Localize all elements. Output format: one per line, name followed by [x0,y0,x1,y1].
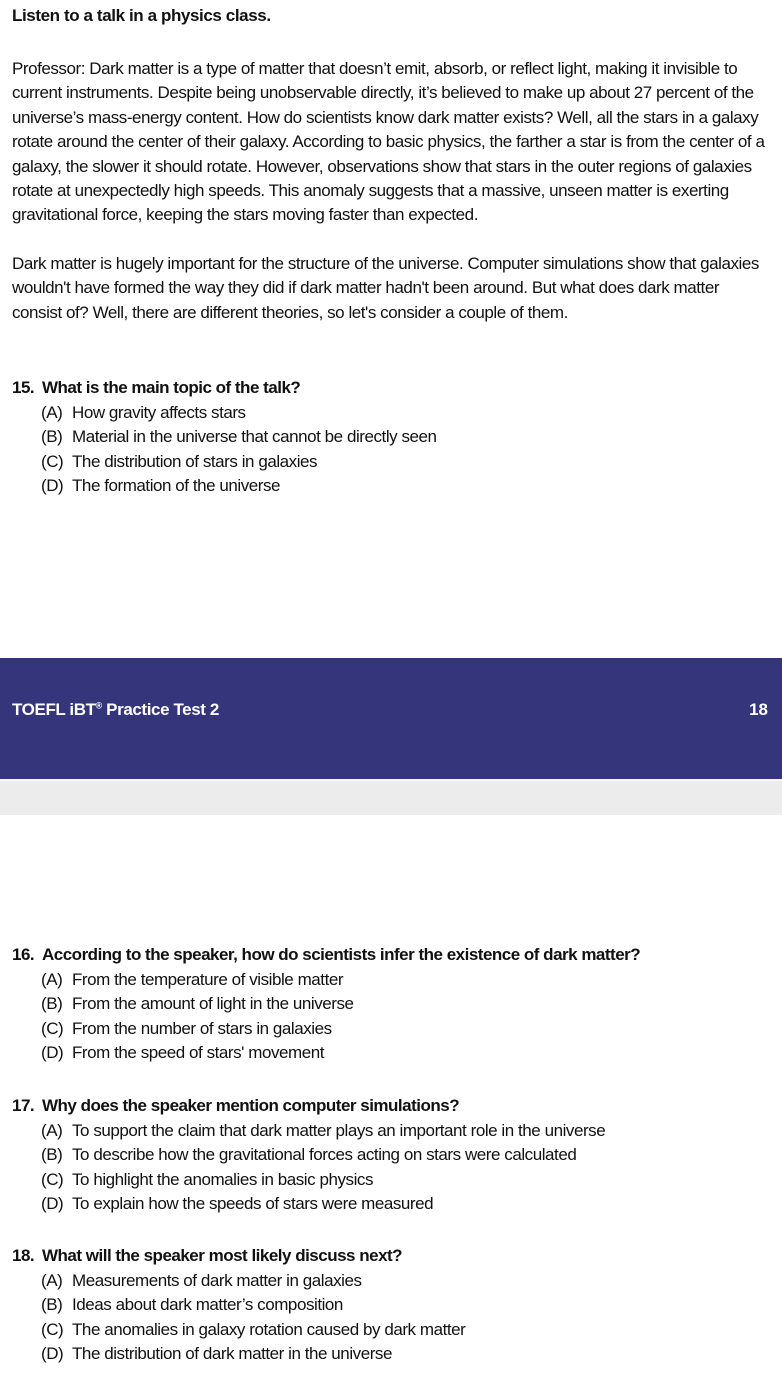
option-text: The distribution of stars in galaxies [72,451,318,471]
footer-page-number: 18 [749,700,768,719]
question-15 [12,376,777,499]
option-letter: (C) [41,1169,64,1189]
answer-option[interactable] [12,1168,777,1193]
answer-option[interactable] [12,992,777,1017]
question-text: Why does the speaker mention computer simulations? [42,1096,460,1115]
option-letter: (D) [41,1344,64,1363]
question-stem [12,1244,777,1269]
footer-title [12,700,219,720]
question-text: What will the speaker most likely discuss next? [42,1246,403,1265]
answer-options [12,401,777,499]
footer-title-brand: TOEFL iBT [12,700,96,719]
option-letter: (B) [41,994,63,1013]
option-text: The distribution of dark matter in the universe [72,1344,392,1363]
option-letter: (C) [41,1319,64,1339]
answer-option[interactable] [12,1192,777,1217]
registered-mark: ® [95,700,102,711]
answer-option[interactable] [12,1269,777,1294]
answer-option[interactable] [12,1293,777,1318]
answer-option[interactable] [12,425,777,450]
answer-option[interactable] [12,1119,777,1144]
option-text: The formation of the universe [72,476,281,495]
answer-option[interactable] [12,1017,777,1042]
option-text: How gravity affects stars [72,402,246,422]
question-number: 15. [12,378,35,397]
answer-option[interactable] [12,1318,777,1343]
answer-option[interactable] [12,450,777,475]
option-letter: (D) [41,1043,64,1062]
option-letter: (A) [41,402,63,422]
answer-options [12,1119,777,1217]
question-text: What is the main topic of the talk? [42,378,301,397]
passage-paragraph-1: Professor: Dark matter is a type of matter that doesn’t emit, absorb, or reflect light, making it invisible to current instruments. Despite being unobservable directly, it’s believed to make up about 27 percent of the universe’s mass-energy content. How do scientists know dark matter exists? Well, all the stars in a galaxy rotate around the center of their galaxy. According to basic physics, the farther a star is from the center of a galaxy, the slower it should rotate. However, observations show that stars in the outer regions of galaxies rotate at unexpectedly high speeds. This anomaly suggests that a massive, unseen matter is exerting gravitational force, keeping the stars moving faster than expected. [12,59,765,225]
option-text: To highlight the anomalies in basic physics [72,1169,373,1189]
answer-option[interactable] [12,1342,777,1367]
question-stem [12,943,777,968]
option-letter: (B) [41,1145,63,1164]
page-footer [0,658,782,779]
option-text: To support the claim that dark matter plays an important role in the universe [72,1120,606,1140]
question-number: 16. [12,945,35,964]
option-letter: (A) [41,1120,63,1140]
question-number: 18. [12,1246,35,1265]
question-text: According to the speaker, how do scientists infer the existence of dark matter? [42,945,641,964]
question-16 [12,943,777,1066]
page-upper [0,0,782,658]
option-letter: (C) [41,1018,64,1038]
option-text: From the temperature of visible matter [72,969,344,989]
answer-option[interactable] [12,1041,777,1066]
option-text: To describe how the gravitational forces acting on stars were calculated [72,1145,577,1164]
intro-instruction: Listen to a talk in a physics class. [12,6,271,25]
option-text: From the speed of stars' movement [72,1043,325,1062]
question-stem [12,1094,777,1119]
option-letter: (D) [41,1194,64,1213]
answer-option[interactable] [12,1143,777,1168]
option-text: Material in the universe that cannot be directly seen [72,427,437,446]
option-text: From the number of stars in galaxies [72,1018,332,1038]
question-stem [12,376,777,401]
question-17 [12,1094,777,1217]
option-letter: (A) [41,1270,63,1290]
option-text: To explain how the speeds of stars were measured [72,1194,434,1213]
answer-option[interactable] [12,968,777,993]
footer-title-suffix: Practice Test 2 [101,700,219,719]
option-text: Measurements of dark matter in galaxies [72,1270,362,1290]
option-letter: (C) [41,451,64,471]
answer-options [12,1269,777,1367]
answer-options [12,968,777,1066]
page-separator [0,779,782,815]
question-number: 17. [12,1096,35,1115]
option-letter: (A) [41,969,63,989]
option-text: The anomalies in galaxy rotation caused by dark matter [72,1319,466,1339]
option-letter: (B) [41,1295,63,1314]
question-18 [12,1244,777,1367]
answer-option[interactable] [12,474,777,499]
option-letter: (B) [41,427,63,446]
option-letter: (D) [41,476,64,495]
option-text: From the amount of light in the universe [72,994,354,1013]
answer-option[interactable] [12,401,777,426]
passage-paragraph-2: Dark matter is hugely important for the structure of the universe. Computer simulations show that galaxies wouldn't have formed the way they did if dark matter hadn't been around. But what does dark matter consist of? Well, there are different theories, so let's consider a couple of them. [12,254,759,322]
option-text: Ideas about dark matter’s composition [72,1295,343,1314]
